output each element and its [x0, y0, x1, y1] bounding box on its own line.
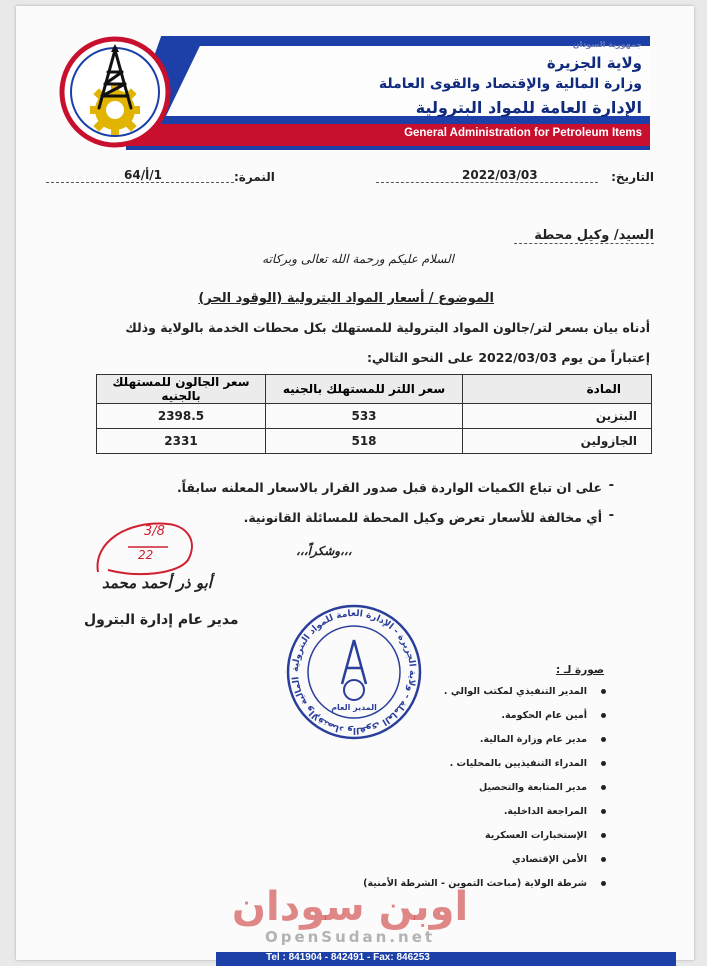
bullet-icon [601, 809, 606, 814]
copy-recipient: الأمن الإقتصادي [511, 854, 587, 865]
table-header-row [97, 375, 652, 404]
stamp-ring-text: المالية والإقتصاد والقوى العاملة - ولاية الجزيرة - الإدارة العامة للمواد البترولية [290, 608, 418, 736]
number-line [46, 182, 234, 183]
bullet-icon [601, 833, 606, 838]
row-material: البنزين [463, 404, 652, 429]
header-state: ولاية الجزيرة [546, 54, 642, 72]
bullet-icon [601, 737, 606, 742]
intro-line-1: أدناه بيان بسعر لتر/جالون المواد البترولية للمستهلك بكل محطات الخدمة بالولاية وذلك [125, 320, 650, 335]
list-item [504, 806, 606, 817]
copy-recipient: مدير المتابعة والتحصيل [479, 782, 587, 793]
footer-contact: Tel : 841904 - 842491 - Fax: 846253 [266, 952, 430, 963]
row-gallon-price: 2331 [97, 429, 266, 454]
note-2: أي مخالفة للأسعار تعرض وكيل المحطة للمسائلة القانونية. [243, 510, 602, 525]
list-item [479, 782, 606, 793]
copy-recipient: المدراء التنفيذيين بالمحليات . [449, 758, 587, 769]
addressee: السيد/ وكيل محطة [514, 228, 654, 244]
header-admin-ar: الإدارة العامة للمواد البترولية [415, 98, 642, 117]
row-liter-price: 533 [266, 404, 463, 429]
column-header-gallon: سعر الجالون للمستهلك بالجنيه [97, 375, 266, 404]
copy-recipient: أمين عام الحكومة. [501, 710, 587, 721]
copies-heading: صورة لـ : [555, 664, 604, 676]
subject: الموضوع / أسعار المواد البترولية (الوقود الحر) [198, 291, 494, 306]
bullet-icon [601, 881, 606, 886]
row-material: الجازولين [463, 429, 652, 454]
table-row [97, 404, 652, 429]
list-item [485, 830, 606, 841]
column-header-liter: سعر اللتر للمستهلك بالجنيه [266, 375, 463, 404]
header-blue-rule [126, 146, 650, 150]
thanks: ،،،وشكراً،،، [296, 544, 352, 558]
list-item [444, 686, 606, 697]
price-table [96, 374, 652, 454]
header-ministry: وزارة المالية والإقتصاد والقوى العاملة [378, 76, 642, 92]
header-admin-en: General Administration for Petroleum Items [404, 127, 642, 139]
list-item [450, 758, 606, 769]
bullet-icon [601, 713, 606, 718]
copy-recipient: شرطة الولاية (مباحث التموين - الشرطة الأمنية) [363, 878, 587, 889]
watermark-en: OpenSudan.net [264, 928, 436, 946]
bullet-icon [601, 761, 606, 766]
greeting: السلام عليكم ورحمة الله تعالى وبركاته [262, 252, 454, 266]
list-item [512, 854, 606, 865]
bullet-icon [601, 857, 606, 862]
copy-recipient: المراجعة الداخلية. [503, 806, 587, 817]
signatory-name: أبو ذر أحمد محمد [102, 574, 212, 592]
row-liter-price: 518 [266, 429, 463, 454]
bullet-icon [601, 785, 606, 790]
date-label: التاريخ: [611, 170, 654, 184]
list-item [480, 734, 606, 745]
bullet-icon [601, 689, 606, 694]
signature-mark [88, 512, 208, 582]
petroleum-logo [59, 36, 171, 148]
date-value: 2022/03/03 [462, 168, 538, 182]
signature-mark-top: 3/8 [144, 524, 165, 539]
official-stamp [284, 602, 424, 742]
table-row [97, 429, 652, 454]
column-header-material: المادة [463, 375, 652, 404]
note-1: على ان تباع الكميات الواردة قبل صدور القرار بالاسعار المعلنه سابقاً. [176, 480, 602, 495]
watermark-ar: اوبن سودان [231, 884, 469, 930]
date-line [376, 182, 598, 183]
note-2-dash: - [608, 508, 614, 523]
number-value: 1/أ/64 [124, 168, 162, 182]
note-1-dash: - [608, 478, 614, 493]
copy-recipient: الإستخبارات العسكرية [484, 830, 587, 841]
copy-recipient: المدير التنفيذي لمكتب الوالي . [443, 686, 587, 697]
signatory-title: مدير عام إدارة البترول [84, 612, 239, 628]
letter-page [16, 6, 694, 963]
signature-mark-bottom: 22 [138, 548, 154, 562]
stamp-center-text: المدير العام [331, 703, 377, 712]
number-label: النمرة: [234, 170, 275, 184]
list-item [501, 710, 606, 721]
copy-recipient: مدير عام وزارة المالية. [479, 734, 587, 745]
row-gallon-price: 2398.5 [97, 404, 266, 429]
header-top-small: جمهورية السودان [572, 40, 642, 49]
intro-line-2: إعتباراً من يوم 2022/03/03 على النحو التالي: [366, 350, 650, 365]
